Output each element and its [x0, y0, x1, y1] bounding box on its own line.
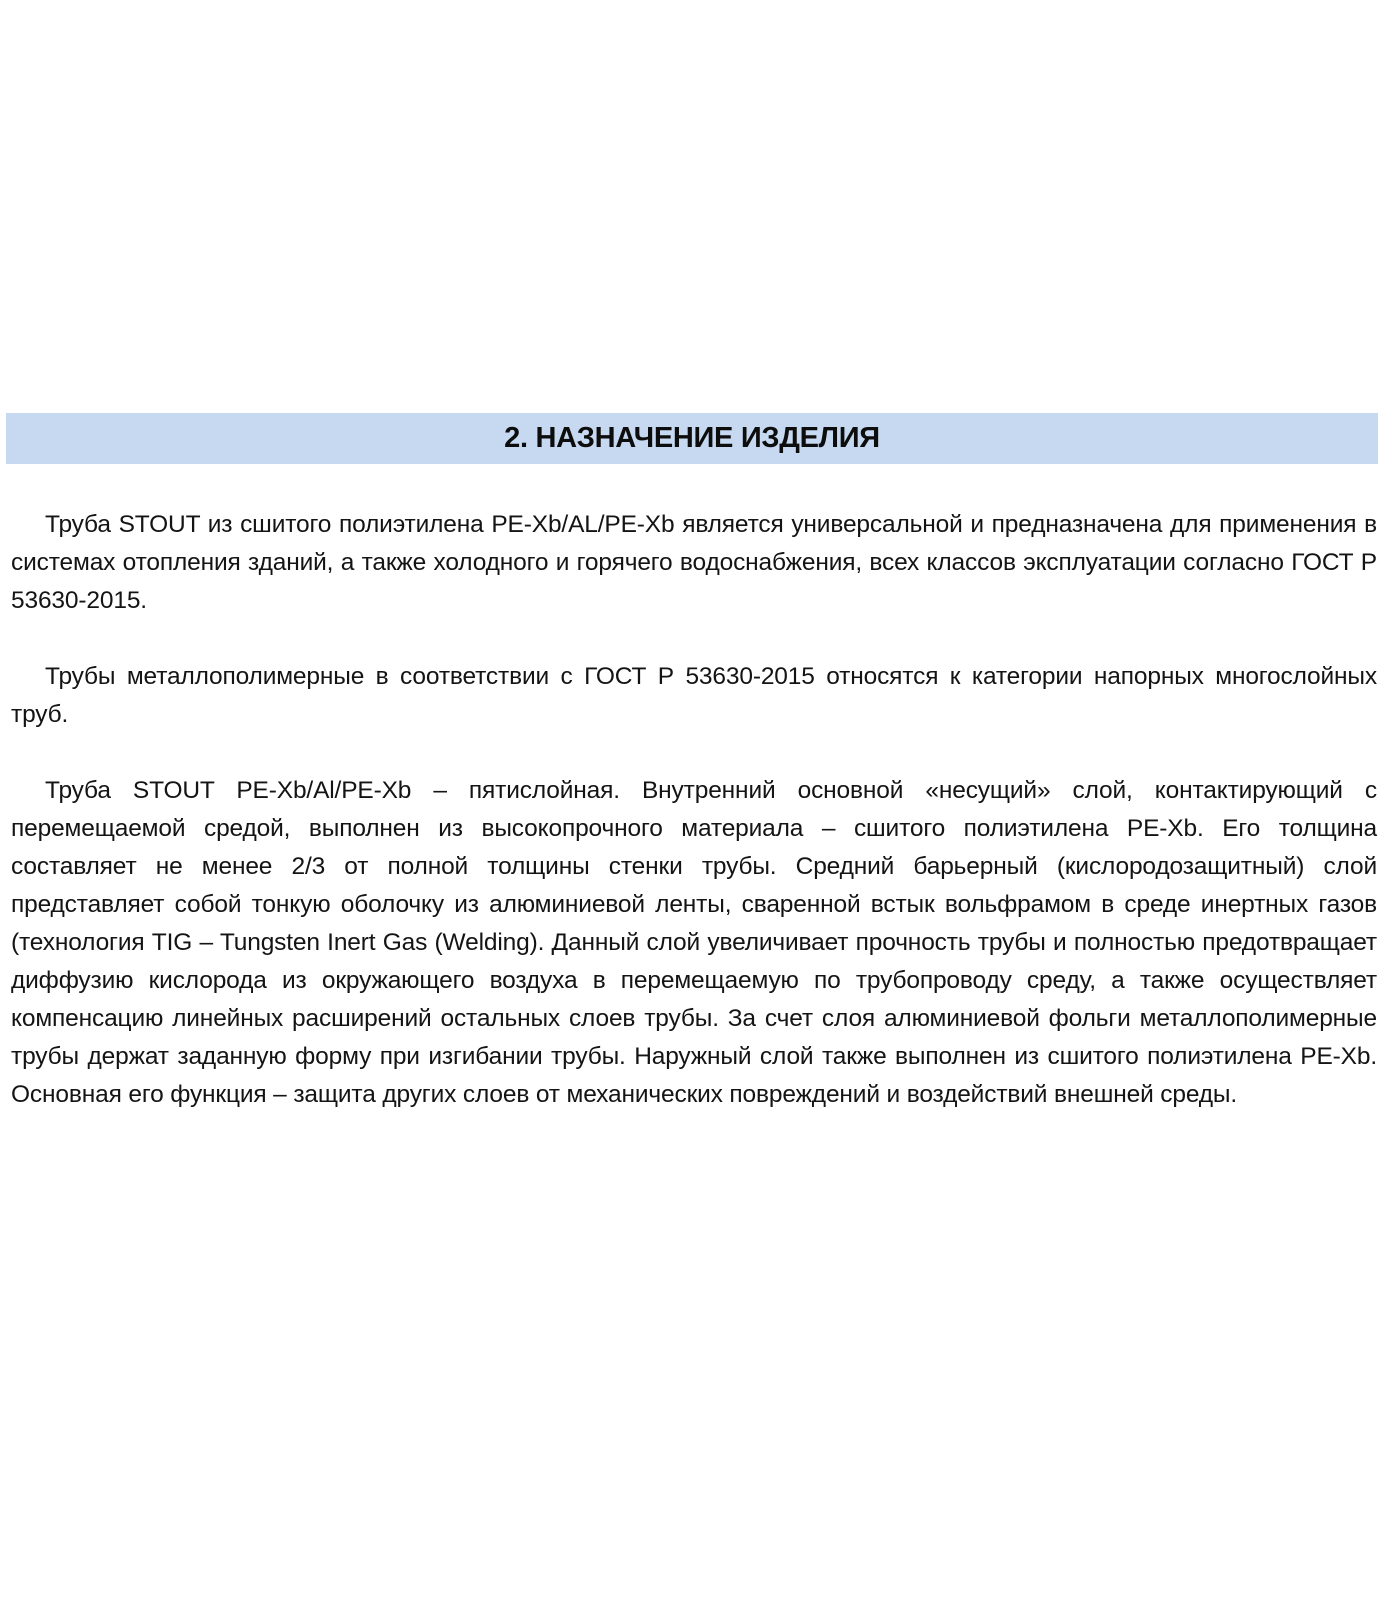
section-title: 2. НАЗНАЧЕНИЕ ИЗДЕЛИЯ — [504, 422, 880, 454]
section-header-banner — [6, 413, 1378, 464]
paragraph-purpose: Труба STOUT из сшитого полиэтилена PE-Xb/AL/PE-Xb является универсальной и предназначена для применения в системах отопления зданий, а также холодного и горячего водоснабжения, всех классов эксплуатации согласно ГОСТ Р 53630-2015. — [11, 511, 1377, 614]
paragraph-category: Трубы металлополимерные в соответствии с ГОСТ Р 53630-2015 относятся к категории напорных многослойных труб. — [11, 663, 1377, 728]
document-body — [11, 506, 1377, 1114]
paragraph-structure: Труба STOUT PE-Xb/Al/PE-Xb – пятислойная. Внутренний основной «несущий» слой, контактирующий с перемещаемой средой, выполнен из высокопрочного материала – сшитого полиэтилена PE-Xb. Его толщина составляет не менее 2/3 от полной толщины стенки трубы. Средний барьерный (кислородозащитный) слой представляет собой тонкую оболочку из алюминиевой ленты, сваренной встык вольфрамом в среде инертных газов (технология TIG – Tungsten Inert Gas (Welding). Данный слой увеличивает прочность трубы и полностью предотвращает диффузию кислорода из окружающего воздуха в перемещаемую по трубопроводу среду, а также осуществляет компенсацию линейных расширений остальных слоев трубы. За счет слоя алюминиевой фольги металлополимерные трубы держат заданную форму при изгибании трубы. Наружный слой также выполнен из сшитого полиэтилена PE-Xb. Основная его функция – защита других слоев от механических повреждений и воздействий внешней среды. — [11, 777, 1377, 1108]
